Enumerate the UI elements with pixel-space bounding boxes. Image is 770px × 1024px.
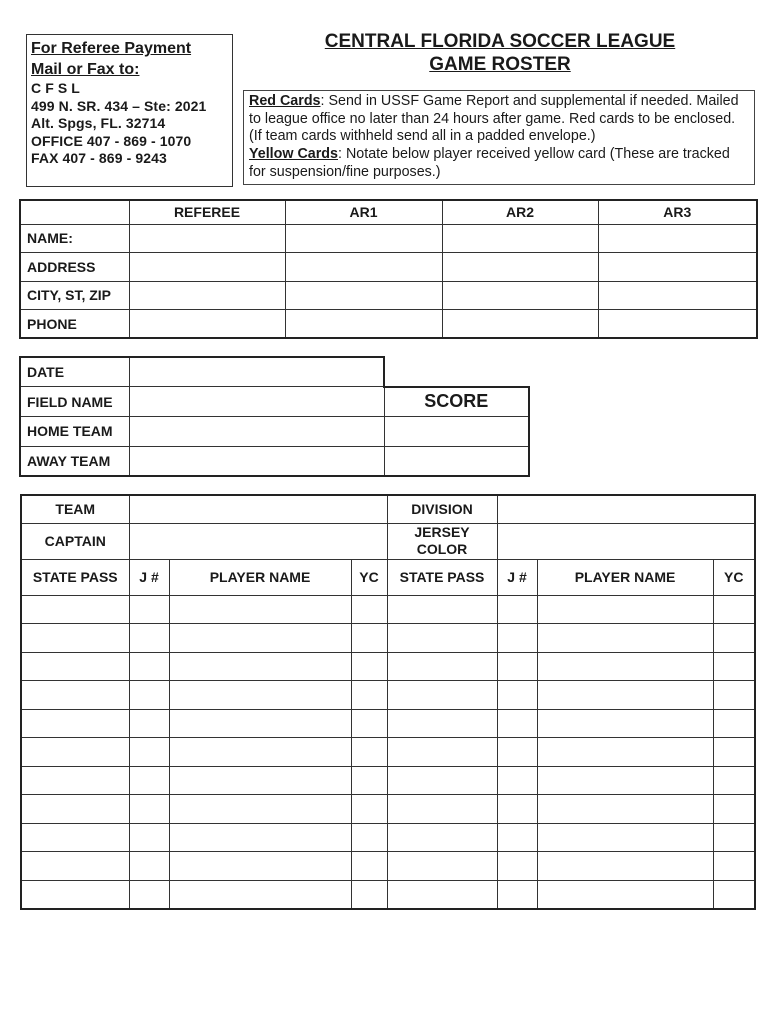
jersey-number-field[interactable] — [497, 738, 537, 767]
jersey-number-field[interactable] — [129, 795, 169, 824]
state-pass-field[interactable] — [387, 823, 497, 852]
jersey-number-field[interactable] — [497, 595, 537, 624]
player-row — [21, 766, 755, 795]
col-ar3: AR3 — [598, 200, 757, 224]
referee-row-phone — [20, 310, 757, 339]
col-yc-right: YC — [713, 559, 755, 595]
yc-field[interactable] — [351, 795, 387, 824]
jersey-number-field[interactable] — [497, 795, 537, 824]
jersey-number-field[interactable] — [129, 766, 169, 795]
ar1-address-field[interactable] — [285, 253, 442, 282]
ar1-phone-field[interactable] — [285, 310, 442, 339]
roster-table — [20, 494, 756, 910]
jersey-number-field[interactable] — [497, 823, 537, 852]
ar3-phone-field[interactable] — [598, 310, 757, 339]
referee-address-field[interactable] — [129, 253, 285, 282]
yc-field[interactable] — [351, 709, 387, 738]
col-ar2: AR2 — [442, 200, 598, 224]
game-row-date — [20, 357, 529, 387]
ar3-city-field[interactable] — [598, 281, 757, 310]
away-team-field[interactable] — [129, 446, 384, 476]
referee-row-city — [20, 281, 757, 310]
player-name-field[interactable] — [169, 624, 351, 653]
player-name-field[interactable] — [169, 766, 351, 795]
label-division: DIVISION — [387, 495, 497, 523]
payment-office: OFFICE 407 - 869 - 1070 — [31, 132, 192, 149]
yc-field[interactable] — [713, 709, 755, 738]
player-name-field[interactable] — [169, 595, 351, 624]
jersey-number-field[interactable] — [129, 652, 169, 681]
col-yc-left: YC — [351, 559, 387, 595]
player-name-field[interactable] — [537, 738, 713, 767]
label-date: DATE — [20, 357, 129, 387]
state-pass-field[interactable] — [21, 852, 129, 881]
col-ar1: AR1 — [285, 200, 442, 224]
yc-field[interactable] — [713, 766, 755, 795]
away-score-field[interactable] — [384, 446, 529, 476]
ar2-city-field[interactable] — [442, 281, 598, 310]
state-pass-field[interactable] — [21, 709, 129, 738]
player-row — [21, 823, 755, 852]
player-name-field[interactable] — [537, 652, 713, 681]
title-line-1: CENTRAL FLORIDA SOCCER LEAGUE — [324, 31, 676, 52]
row-label-phone: PHONE — [20, 310, 129, 339]
player-name-field[interactable] — [537, 852, 713, 881]
red-card-label: Red Cards — [249, 93, 321, 109]
jersey-number-field[interactable] — [129, 709, 169, 738]
yc-field[interactable] — [713, 795, 755, 824]
player-name-field[interactable] — [537, 823, 713, 852]
jersey-number-field[interactable] — [129, 624, 169, 653]
game-row-home — [20, 417, 529, 447]
yellow-card-label: Yellow Cards — [249, 146, 338, 163]
referee-row-address — [20, 253, 757, 282]
title-line-2: GAME ROSTER — [429, 54, 571, 75]
state-pass-field[interactable] — [387, 738, 497, 767]
page-title — [250, 30, 750, 76]
home-team-field[interactable] — [129, 417, 384, 447]
yellow-card-text: Notate below player received yellow card (These are tracked for suspension/fine purposes.) — [249, 146, 730, 180]
player-name-field[interactable] — [169, 738, 351, 767]
player-name-field[interactable] — [169, 795, 351, 824]
ar2-name-field[interactable] — [442, 224, 598, 253]
label-team: TEAM — [21, 495, 129, 523]
yc-field[interactable] — [713, 823, 755, 852]
yc-field[interactable] — [351, 738, 387, 767]
yc-field[interactable] — [713, 880, 755, 909]
captain-field[interactable] — [129, 523, 387, 559]
game-row-away — [20, 446, 529, 476]
yc-field[interactable] — [351, 823, 387, 852]
yc-field[interactable] — [351, 652, 387, 681]
state-pass-field[interactable] — [21, 681, 129, 710]
payment-org: C F S L — [31, 80, 80, 96]
player-row — [21, 852, 755, 881]
state-pass-field[interactable] — [21, 624, 129, 653]
player-name-field[interactable] — [537, 595, 713, 624]
red-card-text: Send in USSF Game Report and supplemental if needed. Mailed to league office no later than 24 hours after game. Red cards to be enclosed. (If team cards withheld send all in a padded envelope.) — [249, 93, 739, 145]
col-state-pass-left: STATE PASS — [21, 559, 129, 595]
jersey-number-field[interactable] — [129, 681, 169, 710]
red-card-note: Red Cards: Send in USSF Game Report and supplemental if needed. Mailed to league office no later than 24 hours after game. Red cards to be enclosed. (If team cards withheld send all in a padded envelope.) — [249, 93, 739, 145]
player-name-field[interactable] — [169, 823, 351, 852]
label-field-name: FIELD NAME — [20, 387, 129, 417]
state-pass-field[interactable] — [387, 624, 497, 653]
state-pass-field[interactable] — [21, 738, 129, 767]
blank-cell — [384, 357, 529, 387]
jersey-number-field[interactable] — [497, 709, 537, 738]
payment-fax: FAX 407 - 869 - 9243 — [31, 150, 167, 166]
yc-field[interactable] — [351, 880, 387, 909]
referee-city-field[interactable] — [129, 281, 285, 310]
date-field[interactable] — [129, 357, 384, 387]
card-instructions — [243, 90, 755, 185]
referee-row-name — [20, 224, 757, 253]
state-pass-field[interactable] — [21, 652, 129, 681]
row-label-address: ADDRESS — [20, 253, 129, 282]
jersey-color-field[interactable] — [497, 523, 755, 559]
state-pass-field[interactable] — [387, 852, 497, 881]
team-field[interactable] — [129, 495, 387, 523]
yc-field[interactable] — [713, 595, 755, 624]
state-pass-field[interactable] — [21, 595, 129, 624]
yc-field[interactable] — [713, 624, 755, 653]
jersey-number-field[interactable] — [129, 880, 169, 909]
player-row — [21, 681, 755, 710]
player-name-field[interactable] — [537, 681, 713, 710]
player-name-field[interactable] — [537, 795, 713, 824]
jersey-number-field[interactable] — [129, 852, 169, 881]
jersey-number-field[interactable] — [497, 852, 537, 881]
yellow-card-note: Yellow Cards: Notate below player received yellow card (These are tracked for suspension/fine purposes.) — [249, 146, 730, 180]
field-name-field[interactable] — [129, 387, 384, 417]
jersey-number-field[interactable] — [497, 766, 537, 795]
roster-team-row — [21, 495, 755, 523]
score-header: SCORE — [384, 387, 529, 417]
col-jersey-number-right: J # — [497, 559, 537, 595]
state-pass-field[interactable] — [21, 795, 129, 824]
game-row-field — [20, 387, 529, 417]
player-row — [21, 624, 755, 653]
yc-field[interactable] — [351, 595, 387, 624]
yc-field[interactable] — [713, 681, 755, 710]
state-pass-field[interactable] — [387, 880, 497, 909]
player-name-field[interactable] — [537, 624, 713, 653]
player-row — [21, 795, 755, 824]
label-jersey-color: JERSEY COLOR — [387, 523, 497, 559]
state-pass-field[interactable] — [387, 652, 497, 681]
player-name-field[interactable] — [537, 880, 713, 909]
col-player-name-left: PLAYER NAME — [169, 559, 351, 595]
ar3-name-field[interactable] — [598, 224, 757, 253]
roster-captain-row — [21, 523, 755, 559]
jersey-number-field[interactable] — [497, 880, 537, 909]
referee-header-row — [20, 200, 757, 224]
jersey-number-field[interactable] — [129, 738, 169, 767]
player-name-field[interactable] — [169, 880, 351, 909]
player-row — [21, 652, 755, 681]
payment-subheading: Mail or Fax to: — [31, 61, 140, 78]
state-pass-field[interactable] — [21, 880, 129, 909]
player-name-field[interactable] — [537, 709, 713, 738]
division-field[interactable] — [497, 495, 755, 523]
row-label-name: NAME: — [20, 224, 129, 253]
state-pass-field[interactable] — [387, 766, 497, 795]
player-row — [21, 738, 755, 767]
game-info-table — [19, 356, 530, 477]
ar1-name-field[interactable] — [285, 224, 442, 253]
yc-field[interactable] — [713, 738, 755, 767]
col-state-pass-right: STATE PASS — [387, 559, 497, 595]
player-row — [21, 709, 755, 738]
state-pass-field[interactable] — [387, 709, 497, 738]
col-jersey-number-left: J # — [129, 559, 169, 595]
state-pass-field[interactable] — [387, 795, 497, 824]
roster-body — [21, 595, 755, 909]
player-row — [21, 880, 755, 909]
ar2-phone-field[interactable] — [442, 310, 598, 339]
jersey-number-field[interactable] — [497, 624, 537, 653]
jersey-number-field[interactable] — [129, 823, 169, 852]
yc-field[interactable] — [351, 681, 387, 710]
jersey-number-field[interactable] — [497, 652, 537, 681]
payment-info-box — [26, 34, 233, 187]
player-name-field[interactable] — [169, 681, 351, 710]
yc-field[interactable] — [713, 652, 755, 681]
yc-field[interactable] — [351, 852, 387, 881]
ar1-city-field[interactable] — [285, 281, 442, 310]
jersey-number-field[interactable] — [129, 595, 169, 624]
state-pass-field[interactable] — [387, 595, 497, 624]
yc-field[interactable] — [351, 624, 387, 653]
col-referee: REFEREE — [129, 200, 285, 224]
payment-address: 499 N. SR. 434 – Ste: 2021 — [31, 97, 207, 114]
row-label-city: CITY, ST, ZIP — [20, 281, 129, 310]
referee-name-field[interactable] — [129, 224, 285, 253]
state-pass-field[interactable] — [21, 823, 129, 852]
state-pass-field[interactable] — [387, 681, 497, 710]
yc-field[interactable] — [713, 852, 755, 881]
col-player-name-right: PLAYER NAME — [537, 559, 713, 595]
player-name-field[interactable] — [169, 852, 351, 881]
home-score-field[interactable] — [384, 417, 529, 447]
player-name-field[interactable] — [169, 652, 351, 681]
payment-heading: For Referee Payment — [31, 40, 192, 57]
referee-phone-field[interactable] — [129, 310, 285, 339]
player-row — [21, 595, 755, 624]
label-away-team: AWAY TEAM — [20, 446, 129, 476]
label-home-team: HOME TEAM — [20, 417, 129, 447]
player-name-field[interactable] — [537, 766, 713, 795]
roster-header-row — [21, 559, 755, 595]
ar2-address-field[interactable] — [442, 253, 598, 282]
ar3-address-field[interactable] — [598, 253, 757, 282]
corner-cell — [20, 200, 129, 224]
state-pass-field[interactable] — [21, 766, 129, 795]
payment-city: Alt. Spgs, FL. 32714 — [31, 115, 166, 131]
jersey-number-field[interactable] — [497, 681, 537, 710]
yc-field[interactable] — [351, 766, 387, 795]
label-captain: CAPTAIN — [21, 523, 129, 559]
player-name-field[interactable] — [169, 709, 351, 738]
referee-table — [19, 199, 758, 339]
